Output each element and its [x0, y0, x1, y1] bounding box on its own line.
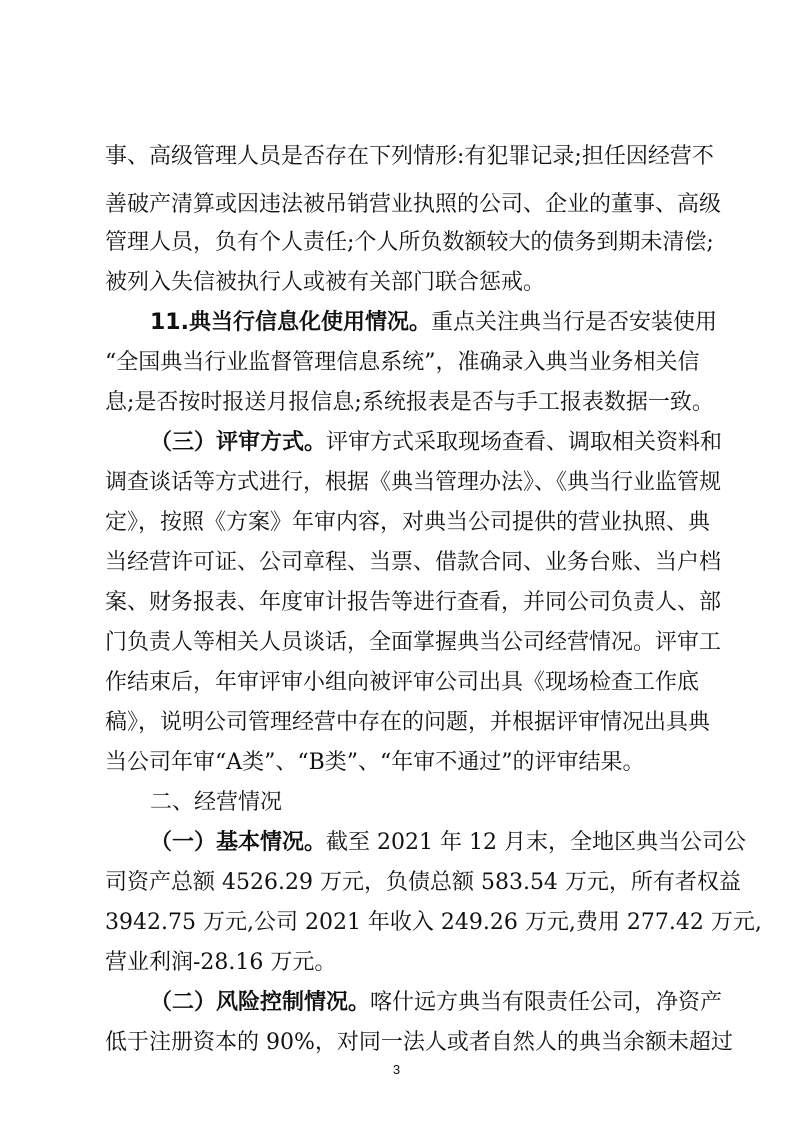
text-run: 重点关注典当行是否安装使用 — [430, 310, 717, 335]
text-run: 评审方式采取现场查看、调取相关资料和 — [326, 430, 723, 455]
section-heading: （二）风险控制情况。 — [150, 990, 371, 1015]
text-line: 3942.75 万元,公司 2021 年收入 249.26 万元,费用 277.42 万元, — [105, 910, 762, 935]
section-2-line — [150, 983, 723, 1023]
page-number: 3 — [392, 1062, 401, 1077]
text-line: 被列入失信被执行人或被有关部门联合惩戒。 — [105, 270, 546, 295]
text-line: 营业利润-28.16 万元。 — [105, 950, 337, 975]
text-run: 截至 2021 年 12 月末，全地区典当公司公 — [326, 830, 746, 855]
text-line: 案、财务报表、年度审计报告等进行查看，并同公司负责人、部 — [105, 590, 722, 615]
text-line: 息;是否按时报送月报信息;系统报表是否与手工报表数据一致。 — [105, 390, 714, 415]
chapter-heading: 二、经营情况 — [150, 790, 283, 815]
section-1-line — [150, 823, 746, 863]
section-heading: 11.典当行信息化使用情况。 — [150, 310, 431, 335]
section-3-line — [150, 423, 723, 463]
section-heading: （三）评审方式。 — [150, 430, 327, 455]
text-line: 作结束后，年审评审小组向被评审公司出具《现场检查工作底 — [105, 670, 700, 695]
text-line: 管理人员，负有个人责任;个人所负数额较大的债务到期未清偿; — [105, 230, 714, 255]
section-11-line — [150, 303, 717, 343]
text-line: 司资产总额 4526.29 万元，负债总额 583.54 万元，所有者权益 — [105, 870, 741, 895]
text-line: 当公司年审“A类”、“B类”、“年审不通过”的评审结果。 — [105, 750, 645, 775]
text-line: 低于注册资本的 90%，对同一法人或者自然人的典当余额未超过 — [105, 1030, 733, 1055]
text-line: 稿》，说明公司管理经营中存在的问题，并根据评审情况出具典 — [105, 710, 711, 735]
text-line: 当经营许可证、公司章程、当票、借款合同、业务台账、当户档 — [105, 550, 722, 575]
text-line: 事、高级管理人员是否存在下列情形:有犯罪记录;担任因经营不 — [105, 144, 714, 169]
text-line: 定》，按照《方案》年审内容，对典当公司提供的营业执照、典 — [105, 510, 711, 535]
section-heading: （一）基本情况。 — [150, 830, 327, 855]
text-run: 喀什远方典当有限责任公司，净资产 — [370, 990, 723, 1015]
text-line: 善破产清算或因违法被吊销营业执照的公司、企业的董事、高级 — [105, 192, 722, 217]
text-line: 门负责人等相关人员谈话，全面掌握典当公司经营情况。评审工 — [105, 630, 722, 655]
text-line: “全国典当行业监督管理信息系统”，准确录入典当业务相关信 — [105, 350, 700, 375]
text-line: 调查谈话等方式进行，根据《典当管理办法》、《典当行业监管规 — [105, 470, 722, 495]
